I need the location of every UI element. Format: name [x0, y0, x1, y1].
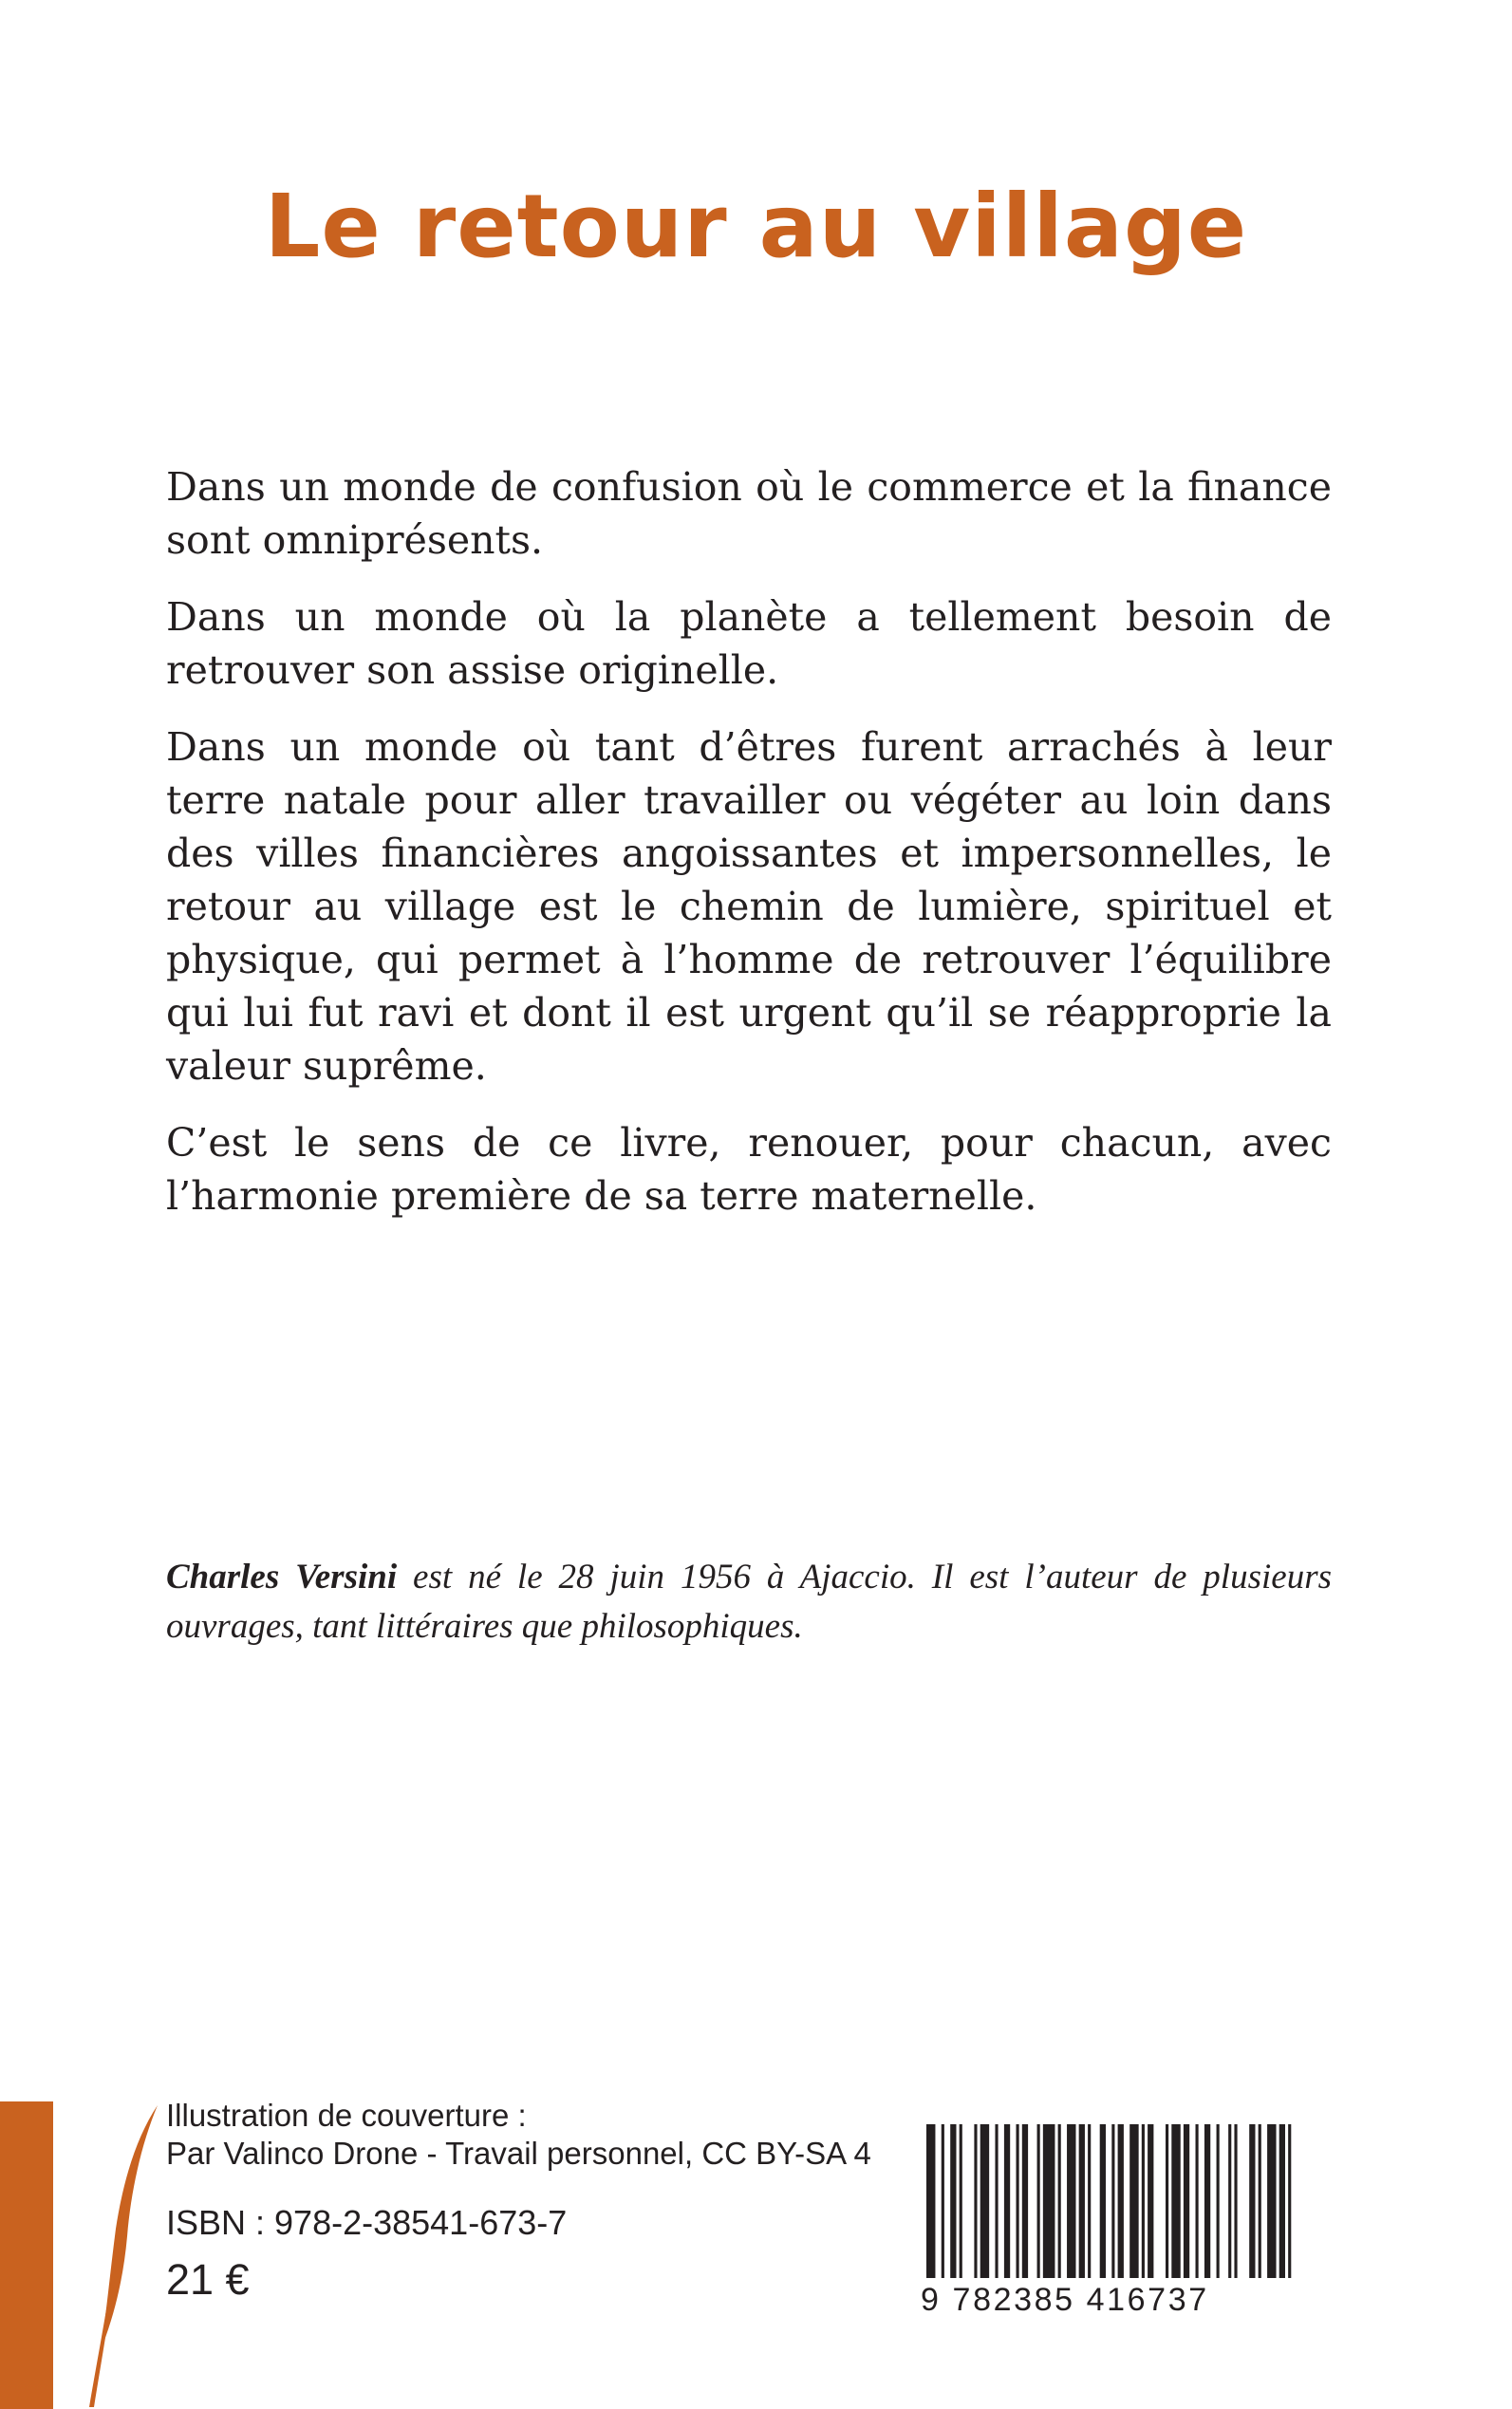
blurb-paragraph: C’est le sens de ce livre, renouer, pour chacun, avec l’harmonie première de sa terre maternelle. [166, 1120, 1332, 1219]
cover-credits [166, 2097, 871, 2173]
price: 21 € [166, 2255, 250, 2304]
author-bio-text: est né le 28 juin 1956 à Ajaccio. Il est l’auteur de plusieurs ouvrages, tant littéraires que philosophiques. [166, 1558, 1332, 1646]
barcode-digits: 9 782385 416737 [921, 2282, 1209, 2318]
back-cover-blurb [166, 460, 1332, 1246]
author-name: Charles Versini [166, 1558, 398, 1597]
blurb-paragraph: Dans un monde où tant d’êtres furent arrachés à leur terre natale pour aller travailler ou végéter au loin dans des villes financières angoissantes et impersonnelles, le retour au village est le chemin de lumière, spirituel et physique, qui permet à l’homme de retrouver l’équilibre qui lui fut ravi et dont il est urgent qu’il se réapproprie la valeur suprême. [166, 724, 1332, 1089]
accent-bar [0, 2101, 53, 2409]
credits-line: Par Valinco Drone - Travail personnel, CC BY-SA 4 [166, 2136, 871, 2171]
barcode-icon [921, 2124, 1300, 2305]
book-title: Le retour au village [264, 176, 1248, 277]
credits-line: Illustration de couverture : [166, 2098, 527, 2133]
blurb-paragraph: Dans un monde où la planète a tellement besoin de retrouver son assise originelle. [166, 594, 1332, 693]
feather-icon [87, 2103, 163, 2409]
blurb-paragraph: Dans un monde de confusion où le commerce et la finance sont omniprésents. [166, 464, 1332, 563]
isbn: ISBN : 978-2-38541-673-7 [166, 2203, 568, 2242]
author-bio [166, 1553, 1332, 1652]
